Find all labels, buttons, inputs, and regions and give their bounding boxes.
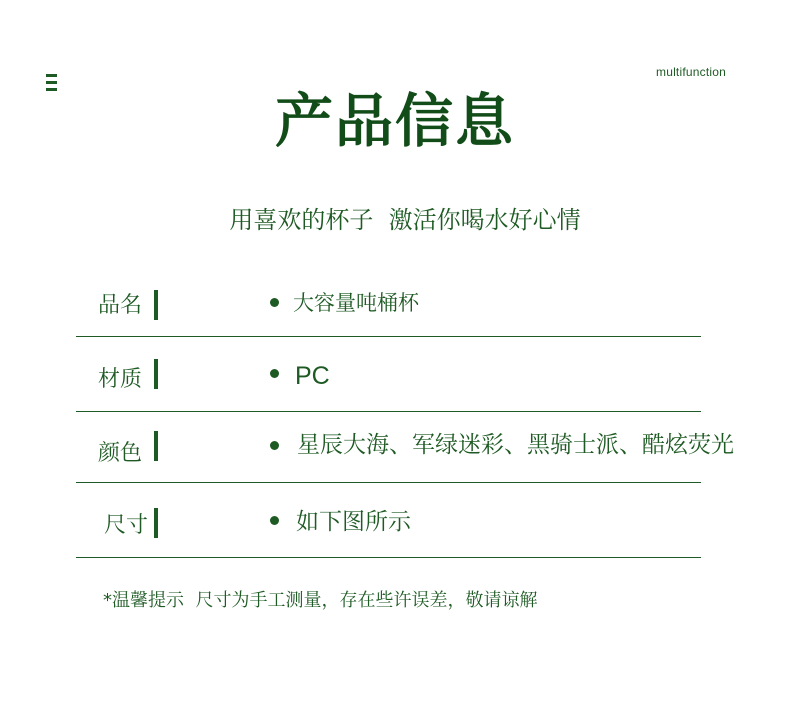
footnote: *温馨提示 尺寸为手工测量，存在些许误差，敬请谅解 <box>103 590 538 611</box>
spec-row-material <box>76 337 701 412</box>
bullet-icon <box>270 369 279 378</box>
spec-value-size: 如下图所示 <box>296 509 411 535</box>
spec-label-name: 品名 <box>98 293 143 318</box>
spec-value-color: 星辰大海、军绿迷彩、黑骑士派、酷炫荧光 <box>297 432 734 458</box>
spec-row-name <box>76 282 701 337</box>
bullet-icon <box>270 441 279 450</box>
spec-label-bar <box>154 508 158 538</box>
spec-label-color: 颜色 <box>98 441 143 466</box>
bullet-icon <box>270 298 279 307</box>
spec-value-name: 大容量吨桶杯 <box>293 291 419 315</box>
spec-label-size: 尺寸 <box>104 513 149 538</box>
bullet-icon <box>270 516 279 525</box>
spec-label-bar <box>154 359 158 389</box>
spec-row-size <box>76 483 701 558</box>
page-title: 产品信息 <box>274 87 515 155</box>
spec-label-material: 材质 <box>98 367 143 392</box>
slogan: 用喜欢的杯子 激活你喝水好心情 <box>229 206 581 234</box>
spec-label-bar <box>154 431 158 461</box>
spec-row-color <box>76 412 734 483</box>
brand-tag: multifunction <box>656 65 726 79</box>
spec-value-material: PC <box>295 362 330 390</box>
spec-label-bar <box>154 290 158 320</box>
